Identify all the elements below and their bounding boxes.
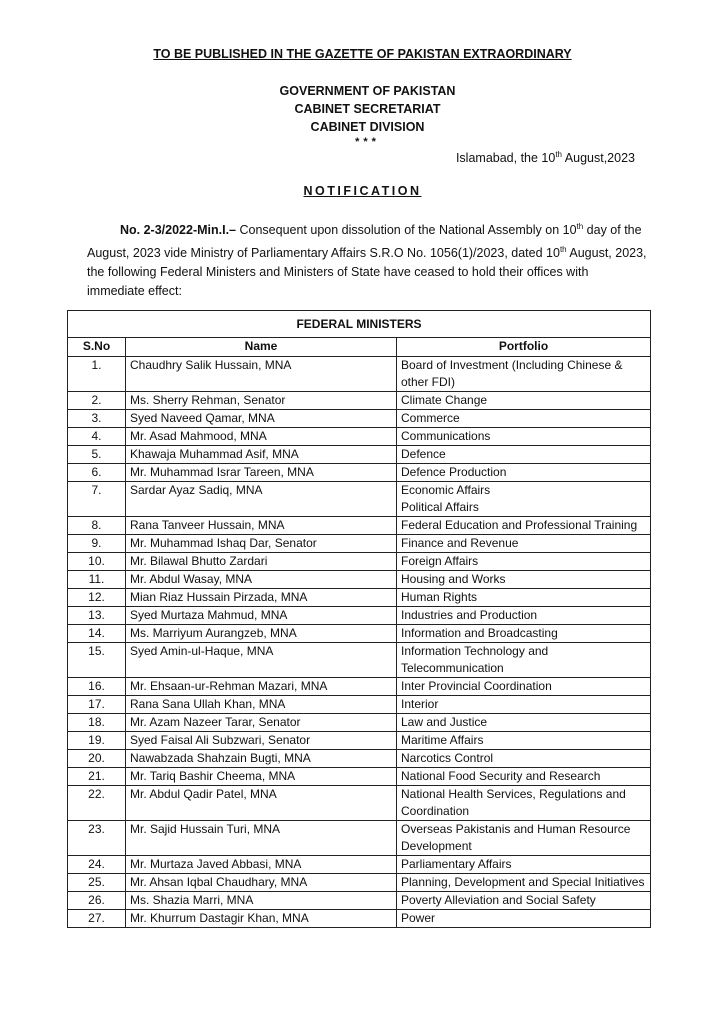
row-sno: 4.	[68, 428, 126, 446]
table-row	[68, 464, 651, 482]
row-portfolio	[397, 446, 651, 464]
table-row	[68, 714, 651, 732]
row-sno: 11.	[68, 571, 126, 589]
table-row	[68, 553, 651, 571]
row-sno: 21.	[68, 768, 126, 786]
table-row	[68, 910, 651, 928]
row-portfolio	[397, 410, 651, 428]
row-portfolio	[397, 768, 651, 786]
row-sno: 7.	[68, 482, 126, 517]
row-sno: 23.	[68, 821, 126, 856]
row-sno: 24.	[68, 856, 126, 874]
table-caption-row	[68, 311, 651, 338]
portfolio-line: Finance and Revenue	[401, 536, 519, 550]
table-row	[68, 428, 651, 446]
row-name: Syed Murtaza Mahmud, MNA	[126, 607, 397, 625]
portfolio-line: Climate Change	[401, 393, 488, 407]
portfolio-line: Power	[401, 911, 436, 925]
row-name: Ms. Shazia Marri, MNA	[126, 892, 397, 910]
table-row	[68, 821, 651, 856]
separator-stars: ***	[355, 136, 380, 148]
table-row	[68, 607, 651, 625]
gazette-heading: TO BE PUBLISHED IN THE GAZETTE OF PAKISTAN EXTRAORDINARY	[153, 47, 572, 61]
row-name: Mr. Sajid Hussain Turi, MNA	[126, 821, 397, 856]
row-sno: 3.	[68, 410, 126, 428]
table-row	[68, 768, 651, 786]
table-row	[68, 535, 651, 553]
row-portfolio	[397, 696, 651, 714]
row-name: Mr. Asad Mahmood, MNA	[126, 428, 397, 446]
portfolio-line: Planning, Development and Special Initiatives	[401, 875, 645, 889]
table-row	[68, 678, 651, 696]
place-date-suffix: August,2023	[564, 151, 635, 166]
portfolio-line: Communications	[401, 429, 491, 443]
portfolio-line: Human Rights	[401, 590, 478, 604]
place-date-prefix: Islamabad, the 10	[455, 151, 556, 166]
row-name: Syed Naveed Qamar, MNA	[126, 410, 397, 428]
table-row	[68, 643, 651, 678]
row-portfolio	[397, 517, 651, 535]
row-portfolio	[397, 464, 651, 482]
row-sno: 1.	[68, 357, 126, 392]
row-sno: 9.	[68, 535, 126, 553]
row-portfolio	[397, 714, 651, 732]
row-sno: 20.	[68, 750, 126, 768]
portfolio-line: Interior	[401, 697, 439, 711]
portfolio-line: Defence Production	[401, 465, 507, 479]
row-sno: 10.	[68, 553, 126, 571]
row-portfolio	[397, 553, 651, 571]
table-row	[68, 357, 651, 392]
table-row	[68, 732, 651, 750]
row-portfolio	[397, 607, 651, 625]
division-heading: CABINET DIVISION	[310, 120, 425, 134]
row-sno: 19.	[68, 732, 126, 750]
row-name: Rana Sana Ullah Khan, MNA	[126, 696, 397, 714]
row-sno: 15.	[68, 643, 126, 678]
portfolio-line: Narcotics Control	[401, 751, 494, 765]
row-name: Ms. Sherry Rehman, Senator	[126, 392, 397, 410]
row-sno: 18.	[68, 714, 126, 732]
table-row	[68, 589, 651, 607]
row-sno: 5.	[68, 446, 126, 464]
header-name: Name	[126, 338, 397, 357]
row-portfolio	[397, 910, 651, 928]
portfolio-line: Information Technology and Telecommunication	[401, 644, 549, 675]
notification-sup-1: th	[576, 222, 584, 231]
portfolio-line-2: Political Affairs	[401, 500, 479, 514]
table-caption: FEDERAL MINISTERS	[68, 311, 651, 338]
table-row	[68, 517, 651, 535]
table-row	[68, 750, 651, 768]
table-row	[68, 571, 651, 589]
table-row	[68, 410, 651, 428]
row-name: Mr. Ehsaan-ur-Rehman Mazari, MNA	[126, 678, 397, 696]
issuer-block	[0, 82, 725, 148]
row-sno: 8.	[68, 517, 126, 535]
table-row	[68, 446, 651, 464]
portfolio-line: Defence	[401, 447, 446, 461]
row-portfolio	[397, 786, 651, 821]
federal-ministers-table	[67, 310, 651, 928]
row-sno: 6.	[68, 464, 126, 482]
header-sno: S.No	[68, 338, 126, 357]
secretariat-heading: CABINET SECRETARIAT	[294, 102, 441, 116]
row-portfolio	[397, 357, 651, 392]
portfolio-line: Board of Investment (Including Chinese & other FDI)	[401, 358, 623, 389]
table-header-row	[68, 338, 651, 357]
row-portfolio	[397, 571, 651, 589]
table-row	[68, 892, 651, 910]
row-sno: 17.	[68, 696, 126, 714]
portfolio-line: Maritime Affairs	[401, 733, 484, 747]
row-portfolio	[397, 732, 651, 750]
row-name: Mr. Ahsan Iqbal Chaudhary, MNA	[126, 874, 397, 892]
row-sno: 14.	[68, 625, 126, 643]
table-row	[68, 786, 651, 821]
row-portfolio	[397, 482, 651, 517]
row-portfolio	[397, 625, 651, 643]
portfolio-line: Law and Justice	[401, 715, 488, 729]
header-portfolio: Portfolio	[397, 338, 651, 357]
portfolio-line: Overseas Pakistanis and Human Resource Development	[401, 822, 631, 853]
table-row	[68, 625, 651, 643]
row-name: Ms. Marriyum Aurangzeb, MNA	[126, 625, 397, 643]
portfolio-line: Industries and Production	[401, 608, 538, 622]
row-portfolio	[397, 750, 651, 768]
portfolio-line: Inter Provincial Coordination	[401, 679, 552, 693]
row-sno: 25.	[68, 874, 126, 892]
portfolio-line: National Health Services, Regulations and Coordination	[401, 787, 626, 818]
portfolio-line: Federal Education and Professional Training	[401, 518, 638, 532]
table-row	[68, 696, 651, 714]
notification-body	[87, 217, 647, 301]
row-name: Nawabzada Shahzain Bugti, MNA	[126, 750, 397, 768]
row-portfolio	[397, 643, 651, 678]
row-portfolio	[397, 856, 651, 874]
row-sno: 16.	[68, 678, 126, 696]
row-portfolio	[397, 892, 651, 910]
row-name: Syed Amin-ul-Haque, MNA	[126, 643, 397, 678]
row-name: Syed Faisal Ali Subzwari, Senator	[126, 732, 397, 750]
row-sno: 27.	[68, 910, 126, 928]
row-sno: 12.	[68, 589, 126, 607]
portfolio-line: National Food Security and Research	[401, 769, 601, 783]
row-name: Rana Tanveer Hussain, MNA	[126, 517, 397, 535]
row-name: Sardar Ayaz Sadiq, MNA	[126, 482, 397, 517]
row-sno: 13.	[68, 607, 126, 625]
row-name: Mr. Murtaza Javed Abbasi, MNA	[126, 856, 397, 874]
row-name: Chaudhry Salik Hussain, MNA	[126, 357, 397, 392]
notification-ref: No. 2-3/2022-Min.I.–	[120, 223, 237, 238]
row-portfolio	[397, 821, 651, 856]
row-name: Mr. Muhammad Israr Tareen, MNA	[126, 464, 397, 482]
row-name: Mr. Bilawal Bhutto Zardari	[126, 553, 397, 571]
row-name: Khawaja Muhammad Asif, MNA	[126, 446, 397, 464]
place-date	[456, 150, 635, 165]
portfolio-line: Poverty Alleviation and Social Safety	[401, 893, 596, 907]
portfolio-line: Commerce	[401, 411, 460, 425]
row-name: Mr. Muhammad Ishaq Dar, Senator	[126, 535, 397, 553]
notification-sup-2: th	[559, 245, 567, 255]
portfolio-line: Parliamentary Affairs	[401, 857, 512, 871]
row-sno: 22.	[68, 786, 126, 821]
row-portfolio	[397, 874, 651, 892]
portfolio-line: Economic Affairs	[401, 483, 491, 497]
table-row	[68, 874, 651, 892]
table-row	[68, 856, 651, 874]
notification-text-2: day of the August, 2023 vide Ministry of Parliamentary Affairs S.R.O No. 1056(1)/2023, dated 10	[87, 223, 642, 261]
row-name: Mr. Khurrum Dastagir Khan, MNA	[126, 910, 397, 928]
table-row	[68, 392, 651, 410]
portfolio-line: Housing and Works	[401, 572, 506, 586]
row-name: Mian Riaz Hussain Pirzada, MNA	[126, 589, 397, 607]
row-sno: 26.	[68, 892, 126, 910]
row-name: Mr. Tariq Bashir Cheema, MNA	[126, 768, 397, 786]
row-portfolio	[397, 678, 651, 696]
portfolio-line: Information and Broadcasting	[401, 626, 558, 640]
row-portfolio	[397, 535, 651, 553]
row-portfolio	[397, 392, 651, 410]
notification-text-1: Consequent upon dissolution of the National Assembly on 10	[236, 223, 577, 238]
table-row	[68, 482, 651, 517]
row-name: Mr. Abdul Wasay, MNA	[126, 571, 397, 589]
row-portfolio	[397, 428, 651, 446]
notification-text-3: August, 2023, the following Federal Ministers and Ministers of State have ceased to hold their offices with immediate effect:	[87, 246, 647, 299]
government-heading: GOVERNMENT OF PAKISTAN	[279, 84, 456, 98]
notification-title: NOTIFICATION	[303, 184, 422, 198]
row-name: Mr. Azam Nazeer Tarar, Senator	[126, 714, 397, 732]
row-portfolio	[397, 589, 651, 607]
place-date-sup: th	[555, 150, 562, 159]
row-name: Mr. Abdul Qadir Patel, MNA	[126, 786, 397, 821]
row-sno: 2.	[68, 392, 126, 410]
portfolio-line: Foreign Affairs	[401, 554, 479, 568]
